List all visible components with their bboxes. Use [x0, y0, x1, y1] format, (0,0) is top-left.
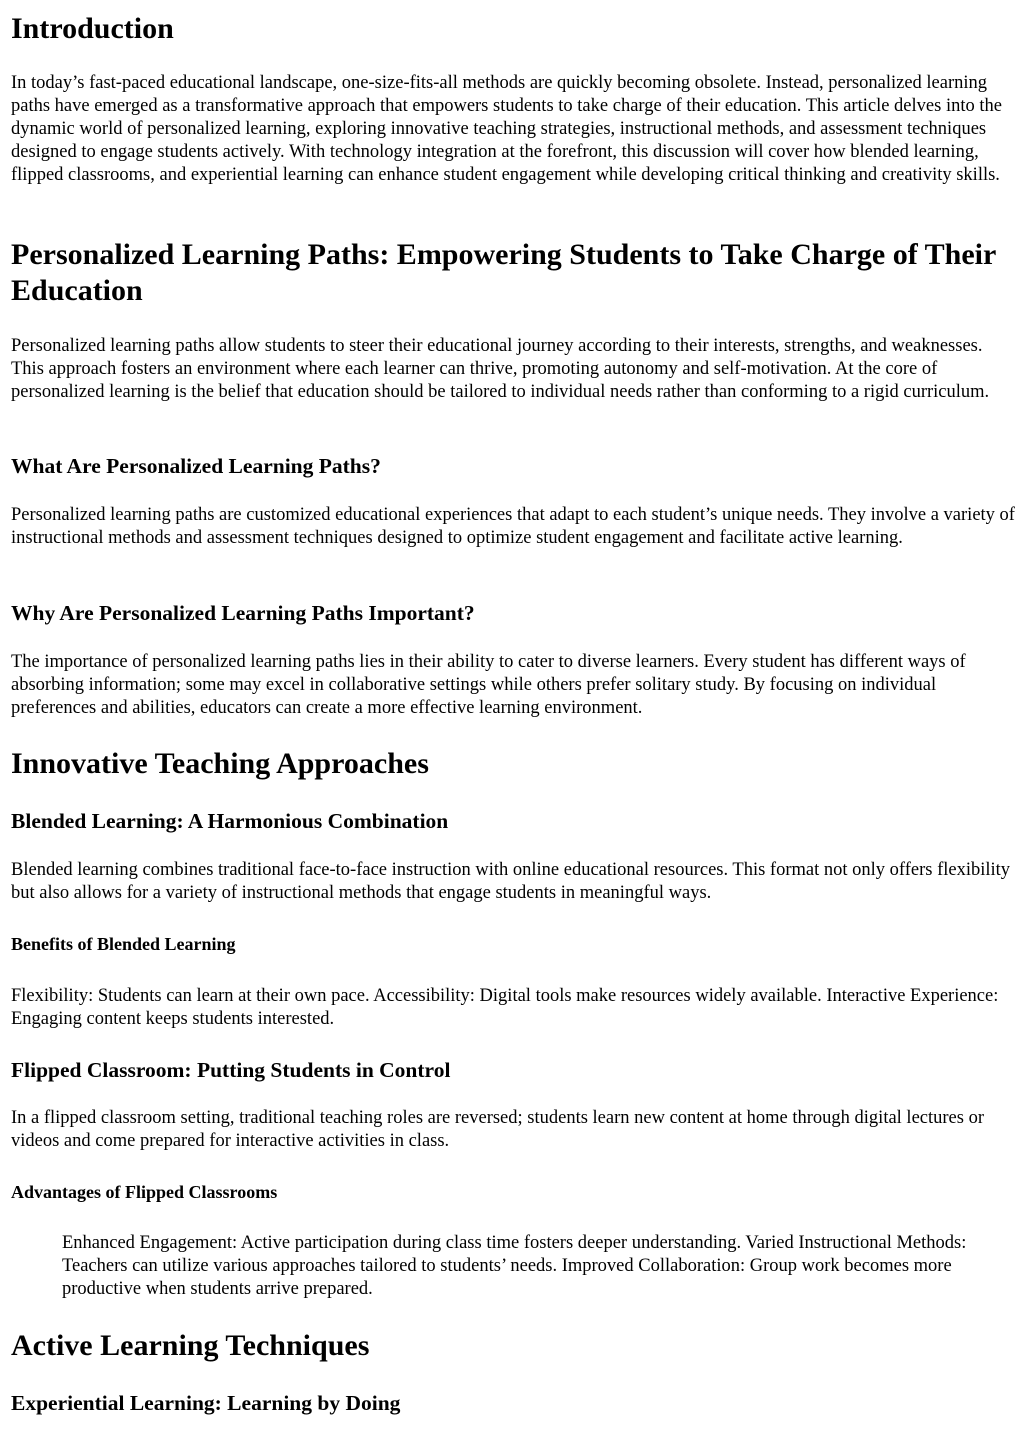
flipped-classroom-heading: Flipped Classroom: Putting Students in Control — [11, 1058, 451, 1082]
personalized-learning-paragraph: Personalized learning paths allow students to steer their educational journey according to their interests, strengths, and weaknesses. This approach fosters an environment where each learner can thrive, promoting autonomy and self-motivation. At the core of personalized learning is the belief that education should be tailored to individual needs rather than conforming to a rigid curriculum. — [11, 336, 990, 402]
introduction-heading: Introduction — [11, 12, 174, 45]
why-important-heading: Why Are Personalized Learning Paths Important? — [11, 601, 475, 625]
active-learning-heading: Active Learning Techniques — [11, 1329, 370, 1362]
what-are-paths-heading: What Are Personalized Learning Paths? — [11, 454, 381, 478]
flipped-classroom-paragraph: In a flipped classroom setting, traditional teaching roles are reversed; students learn new content at home through digital lectures or videos and come prepared for interactive activities in class. — [11, 1108, 984, 1151]
benefits-blended-paragraph: Flexibility: Students can learn at their own pace. Accessibility: Digital tools make resources widely available. Interactive Experience: Engaging content keeps students interested. — [11, 986, 999, 1029]
personalized-learning-heading: Personalized Learning Paths: Empowering Students to Take Charge of Their Education — [11, 238, 996, 307]
experiential-learning-heading: Experiential Learning: Learning by Doing — [11, 1391, 401, 1415]
what-are-paths-paragraph: Personalized learning paths are customized educational experiences that adapt to each student’s unique needs. They involve a variety of instructional methods and assessment techniques designed to optimize student engagement and facilitate active learning. — [11, 505, 1015, 548]
innovative-teaching-heading: Innovative Teaching Approaches — [11, 747, 429, 780]
blended-learning-paragraph: Blended learning combines traditional face-to-face instruction with online educational resources. This format not only offers flexibility but also allows for a variety of instructional methods that engage students in meaningful ways. — [11, 860, 1011, 903]
why-important-paragraph: The importance of personalized learning paths lies in their ability to cater to diverse learners. Every student has different ways of absorbing information; some may excel in collaborative settings while others prefer solitary study. By focusing on individual preferences and abilities, educators can create a more effective learning environment. — [11, 652, 966, 718]
advantages-flipped-heading: Advantages of Flipped Classrooms — [11, 1182, 278, 1202]
blended-learning-heading: Blended Learning: A Harmonious Combination — [11, 809, 449, 833]
introduction-paragraph: In today’s fast-paced educational landscape, one-size-fits-all methods are quickly becoming obsolete. Instead, personalized learning paths have emerged as a transformative approach that empowers students to take charge of their education. This article delves into the dynamic world of personalized learning, exploring innovative teaching strategies, instructional methods, and assessment techniques designed to engage students actively. With technology integration at the forefront, this discussion will cover how blended learning, flipped classrooms, and experiential learning can enhance student engagement while developing critical thinking and creativity skills. — [11, 73, 1002, 185]
advantages-blockquote: Enhanced Engagement: Active participation during class time fosters deeper understanding. Varied Instructional Methods: Teachers can utilize various approaches tailored to students’ needs. Improved Collaboration: Group work becomes more productive when students arrive prepared. — [62, 1233, 967, 1299]
benefits-blended-heading: Benefits of Blended Learning — [11, 934, 236, 954]
